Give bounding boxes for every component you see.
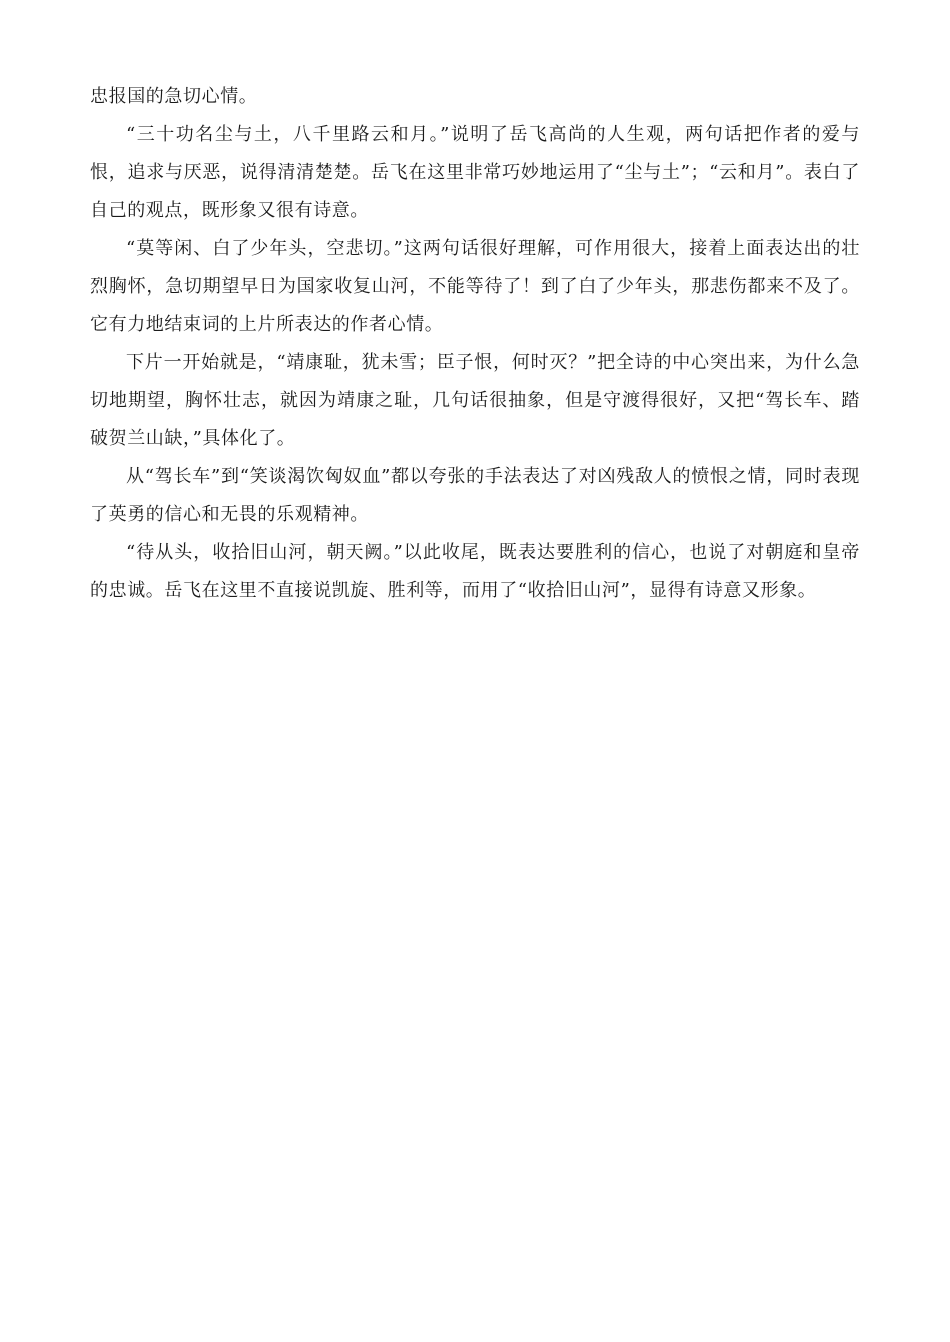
paragraph-continuation: 忠报国的急切心情。 [90, 86, 258, 107]
paragraph-jia-changche: 从“驾长车”到“笑谈渴饮匈奴血”都以夸张的手法表达了对凶残敌人的愤恨之情，同时表现了英勇的信心和无畏的乐观精神。 [90, 466, 860, 525]
document-body [90, 78, 860, 610]
paragraph-dai-congtou: “待从头，收拾旧山河，朝天阙。”以此收尾，既表达要胜利的信心，也说了对朝庭和皇帝的忠诚。岳飞在这里不直接说凯旋、胜利等，而用了“收拾旧山河”，显得有诗意又形象。 [90, 542, 860, 601]
paragraph-xiapian: 下片一开始就是，“靖康耻，犹未雪；臣子恨，何时灭？”把全诗的中心突出来，为什么急切地期望，胸怀壮志，就因为靖康之耻，几句话很抽象，但是守渡得很好，又把“驾长车、踏破贺兰山缺，”具体化了。 [90, 352, 860, 449]
paragraph-sanshi-gongming: “三十功名尘与土，八千里路云和月。”说明了岳飞高尚的人生观，两句话把作者的爱与恨，追求与厌恶，说得清清楚楚。岳飞在这里非常巧妙地运用了“尘与土”；“云和月”。表白了自己的观点，既形象又很有诗意。 [90, 124, 860, 221]
paragraph-mo-dengxian: “莫等闲、白了少年头，空悲切。”这两句话很好理解，可作用很大，接着上面表达出的壮烈胸怀，急切期望早日为国家收复山河，不能等待了！到了白了少年头，那悲伤都来不及了。它有力地结束词的上片所表达的作者心情。 [90, 238, 860, 335]
